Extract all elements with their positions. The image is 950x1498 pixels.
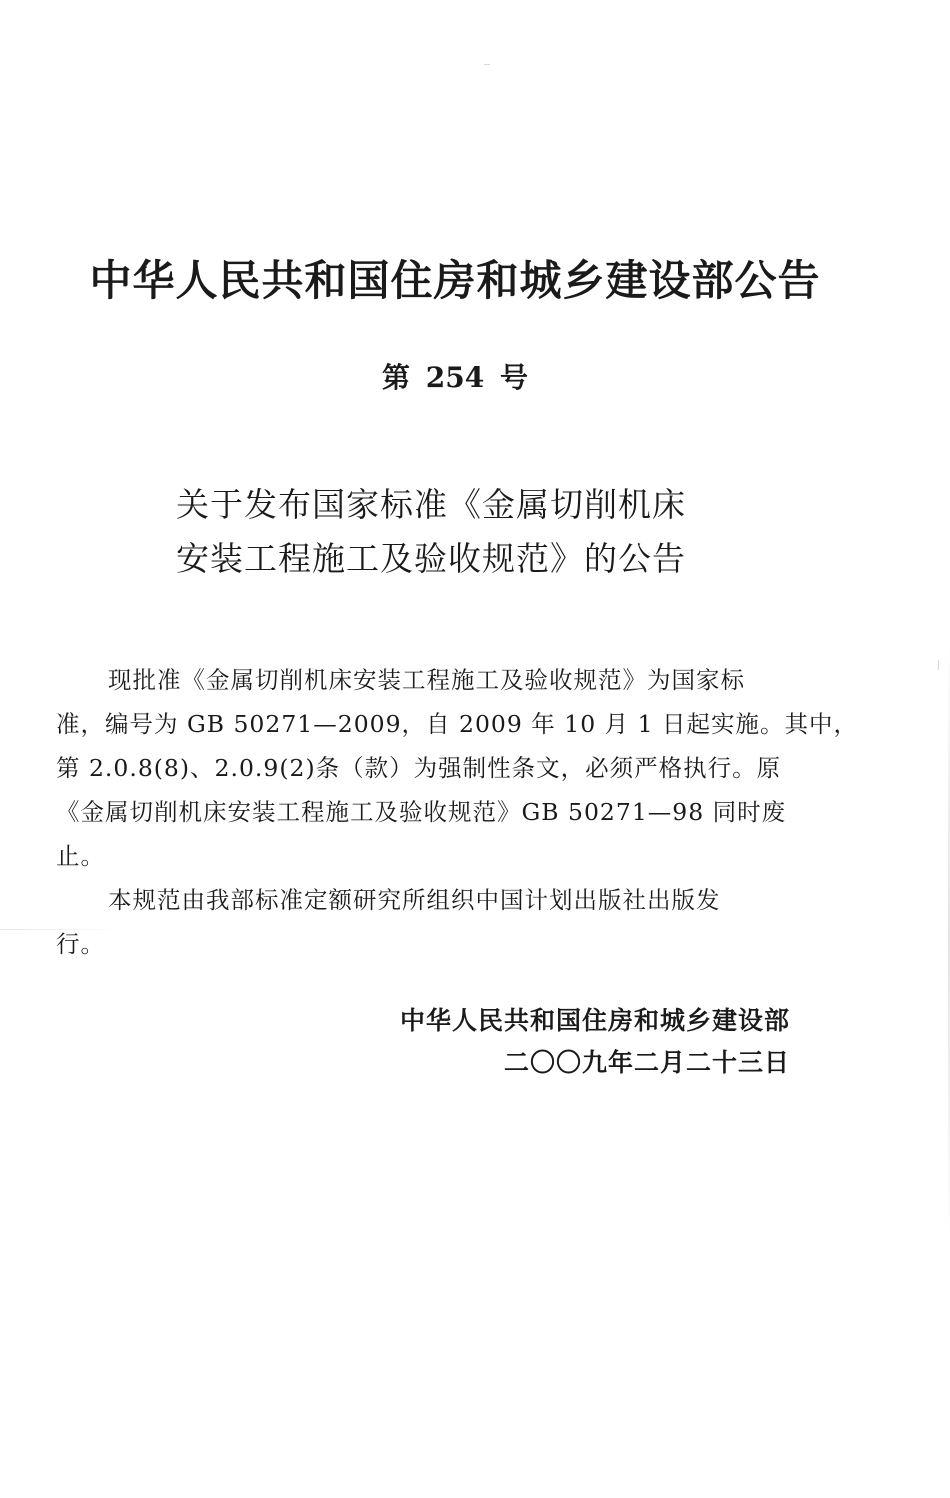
body-line: 止。 — [56, 842, 105, 870]
body-line: 本规范由我部标准定额研究所组织中国计划出版社出版发 — [108, 886, 721, 914]
signature-block — [0, 1000, 790, 1084]
scan-speck — [938, 660, 939, 670]
announcement-body — [56, 658, 859, 966]
body-line: 《金属切削机床安装工程施工及验收规范》GB 50271—98 同时废 — [56, 798, 787, 826]
announcement-subtitle — [176, 478, 686, 586]
issuing-organization: 中华人民共和国住房和城乡建设部 — [399, 1006, 790, 1035]
body-line: 行。 — [56, 930, 105, 958]
document-number: 第 254 号 — [382, 361, 528, 394]
body-line: 现批准《金属切削机床安装工程施工及验收规范》为国家标 — [108, 666, 745, 694]
subtitle-line: 关于发布国家标准《金属切削机床 — [176, 485, 686, 524]
subtitle-line: 安装工程施工及验收规范》的公告 — [176, 539, 686, 578]
body-line: 第 2.0.8(8)、2.0.9(2)条（款）为强制性条文，必须严格执行。原 — [56, 754, 782, 782]
issue-date: 二〇〇九年二月二十三日 — [503, 1048, 790, 1077]
scan-speck — [484, 64, 490, 65]
announcement-title: 中华人民共和国住房和城乡建设部公告 — [89, 256, 821, 305]
body-line: 准，编号为 GB 50271—2009，自 2009 年 10 月 1 日起实施。其中， — [56, 710, 859, 738]
